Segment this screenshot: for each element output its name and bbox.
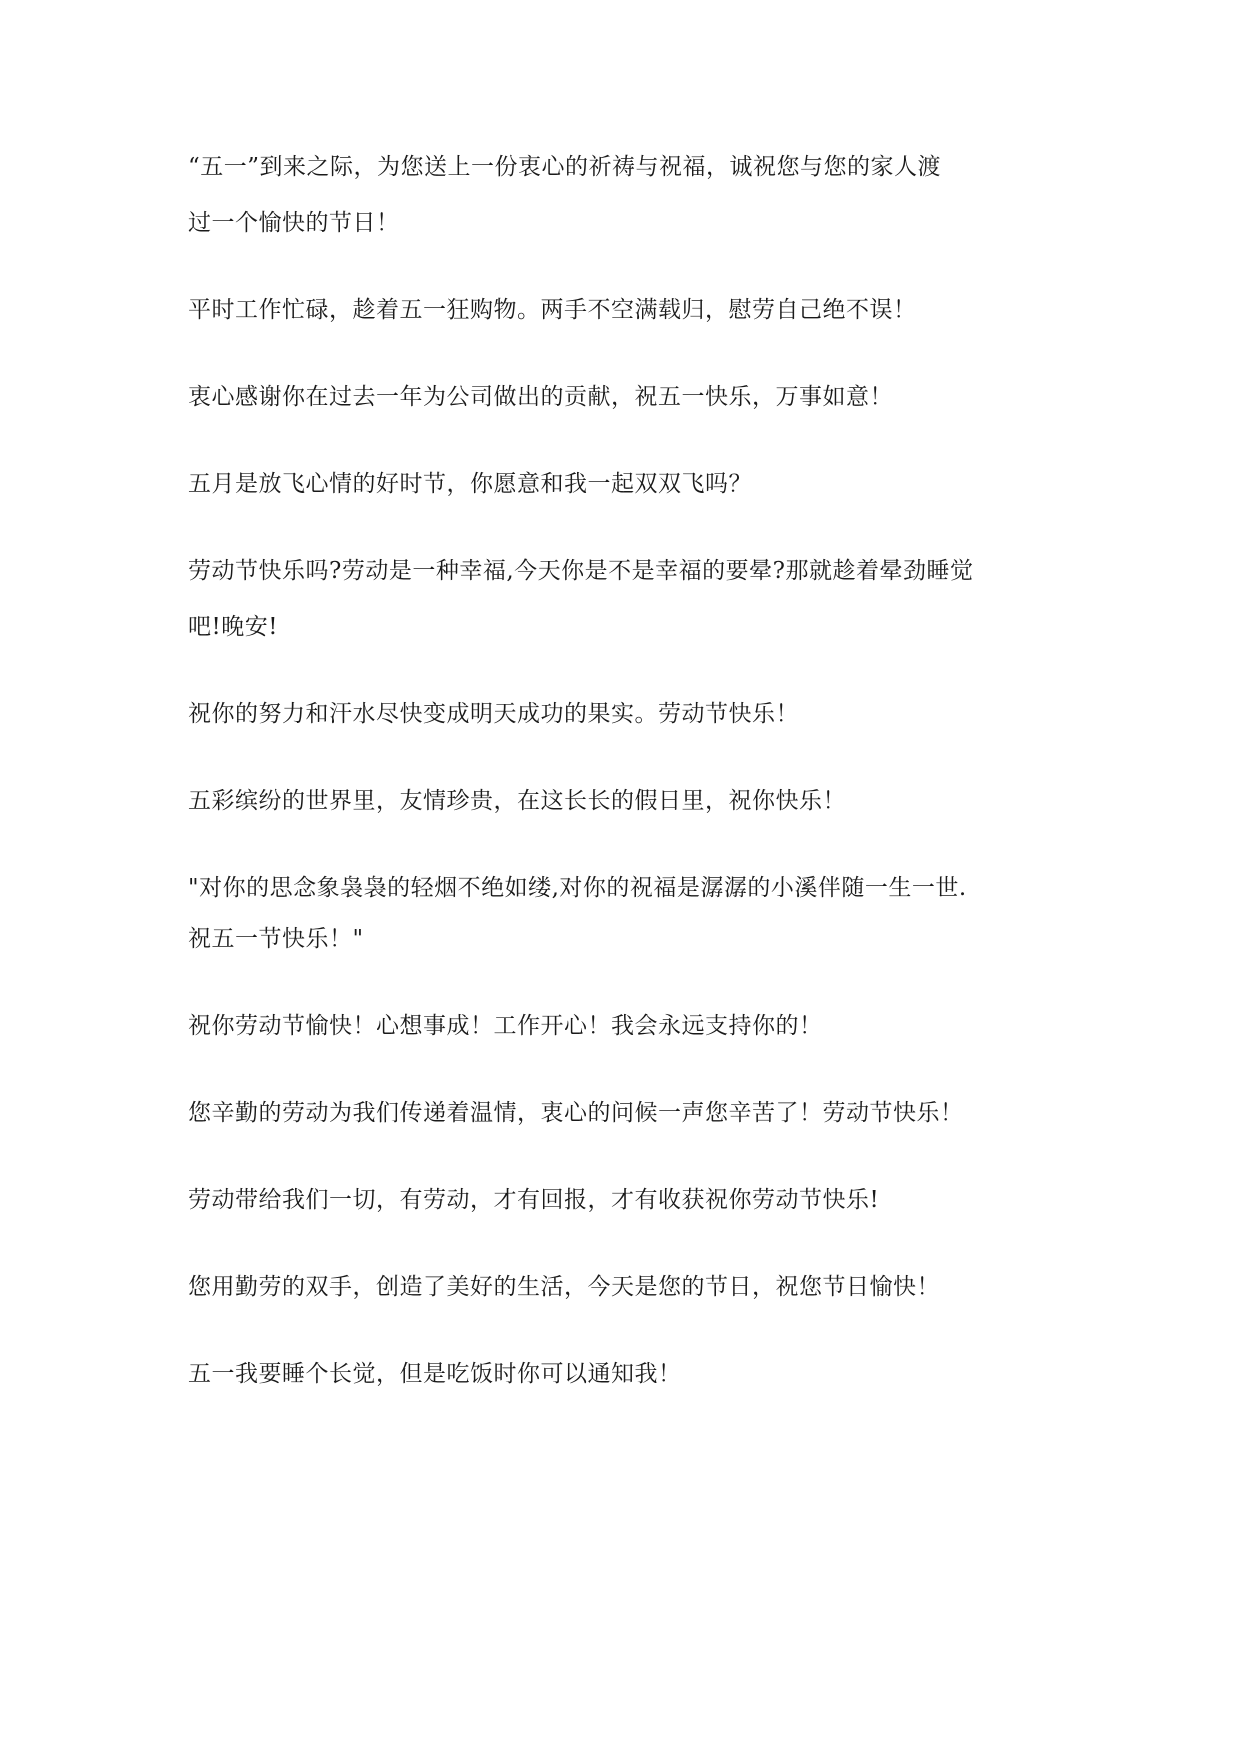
text-line-8: 祝你的努力和汗水尽快变成明天成功的果实。劳动节快乐！: [188, 701, 799, 727]
text-line-16: 五一我要睡个长觉，但是吃饭时你可以通知我！: [188, 1361, 682, 1387]
text-line-6: 劳动节快乐吗?劳动是一种幸福,今天你是不是幸福的要晕?那就趁着晕劲睡觉: [188, 558, 974, 584]
text-line-15: 您用勤劳的双手，创造了美好的生活，今天是您的节日，祝您节日愉快！: [188, 1274, 940, 1300]
text-line-1: “五一”到来之际，为您送上一份衷心的祈祷与祝福，诚祝您与您的家人渡: [188, 154, 942, 180]
text-line-10: "对你的思念象袅袅的轻烟不绝如缕,对你的祝福是潺潺的小溪伴随一生一世.: [188, 875, 967, 901]
text-line-11: 祝五一节快乐！": [188, 926, 364, 952]
text-line-4: 衷心感谢你在过去一年为公司做出的贡献，祝五一快乐，万事如意！: [188, 384, 893, 410]
text-line-14: 劳动带给我们一切，有劳动，才有回报，才有收获祝你劳动节快乐!: [188, 1187, 880, 1213]
text-line-9: 五彩缤纷的世界里，友情珍贵，在这长长的假日里，祝你快乐！: [188, 788, 846, 814]
text-line-5: 五月是放飞心情的好时节，你愿意和我一起双双飞吗？: [188, 471, 752, 497]
text-line-13: 您辛勤的劳动为我们传递着温情，衷心的问候一声您辛苦了！劳动节快乐！: [188, 1100, 964, 1126]
text-line-2: 过一个愉快的节日！: [188, 210, 400, 236]
text-line-7: 吧!晚安!: [188, 614, 278, 640]
text-line-3: 平时工作忙碌，趁着五一狂购物。两手不空满载归，慰劳自己绝不误！: [188, 297, 917, 323]
text-line-12: 祝你劳动节愉快！心想事成！工作开心！我会永远支持你的！: [188, 1013, 823, 1039]
